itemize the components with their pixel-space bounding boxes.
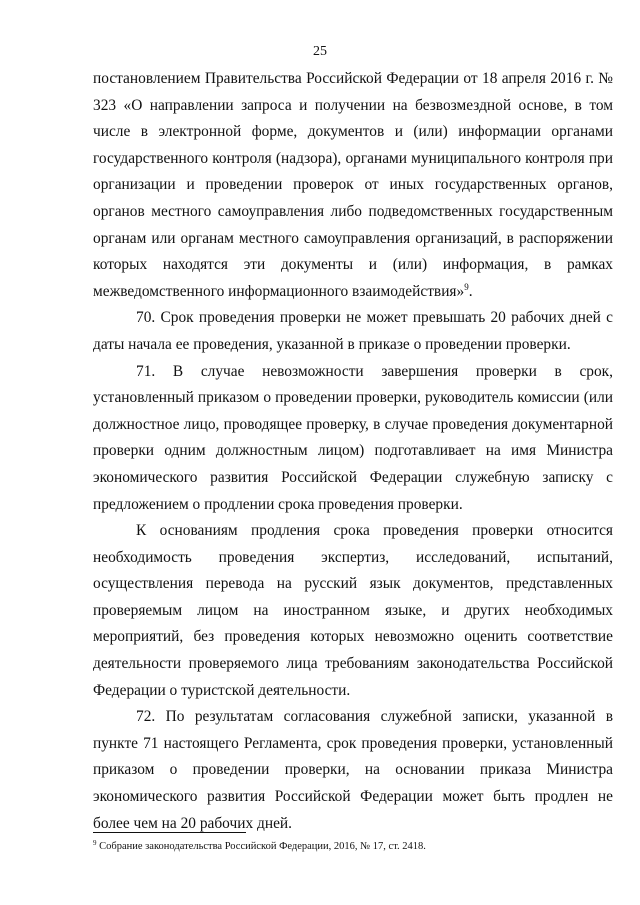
footnote-divider (93, 832, 246, 833)
paragraph-item-72: 72. По результатам согласования служебной записки, указанной в пункте 71 настоящего Регламента, срок проведения проверки, установленный приказом о проведении проверки, на основании приказа Министра экономического развития Российской Федерации может быть продлен не более чем на 20 рабочих дней. (93, 708, 613, 832)
paragraph-tail: . (468, 282, 473, 300)
footnote (93, 840, 613, 854)
paragraph-continuation (93, 66, 613, 305)
paragraph-text: постановлением Правительства Российской Федерации от 18 апреля 2016 г. № 323 «О направлении запроса и получении на безвозмездной основе, в том числе в электронной форме, документов и (или) информации органами государственного контроля (надзора), органами муниципального контроля при организации и проведении проверок от иных государственных органов, органов местного самоуправления либо подведомственных государственным органам или органам местного самоуправления организаций, в распоряжении которых находятся эти документы и (или) информация, в рамках межведомственного информационного взаимодействия» (93, 70, 613, 300)
paragraph-item-70: 70. Срок проведения проверки не может превышать 20 рабочих дней с даты начала ее проведения, указанной в приказе о проведении проверки. (93, 309, 613, 353)
paragraph-extension-grounds: К основаниям продления срока проведения проверки относится необходимость проведения экспертиз, исследований, испытаний, осуществления перевода на русский язык документов, представленных проверяемым лицом на иностранном языке, и других необходимых мероприятий, без проведения которых невозможно оценить соответствие деятельности проверяемого лица требованиям законодательства Российской Федерации о туристской деятельности. (93, 522, 613, 699)
footnote-reference: 9 (464, 281, 469, 292)
document-body (93, 66, 613, 837)
footnote-marker: 9 (93, 839, 97, 847)
page-number: 25 (313, 44, 327, 59)
footnote-text: Собрание законодательства Российской Федерации, 2016, № 17, ст. 2418. (96, 841, 426, 852)
paragraph-item-71: 71. В случае невозможности завершения проверки в срок, установленный приказом о проведении проверки, руководитель комиссии (или должностное лицо, проводящее проверку, в случае проведения документарной проверки одним должностным лицом) подготавливает на имя Министра экономического развития Российской Федерации служебную записку с предложением о продлении срока проведения проверки. (93, 362, 613, 513)
